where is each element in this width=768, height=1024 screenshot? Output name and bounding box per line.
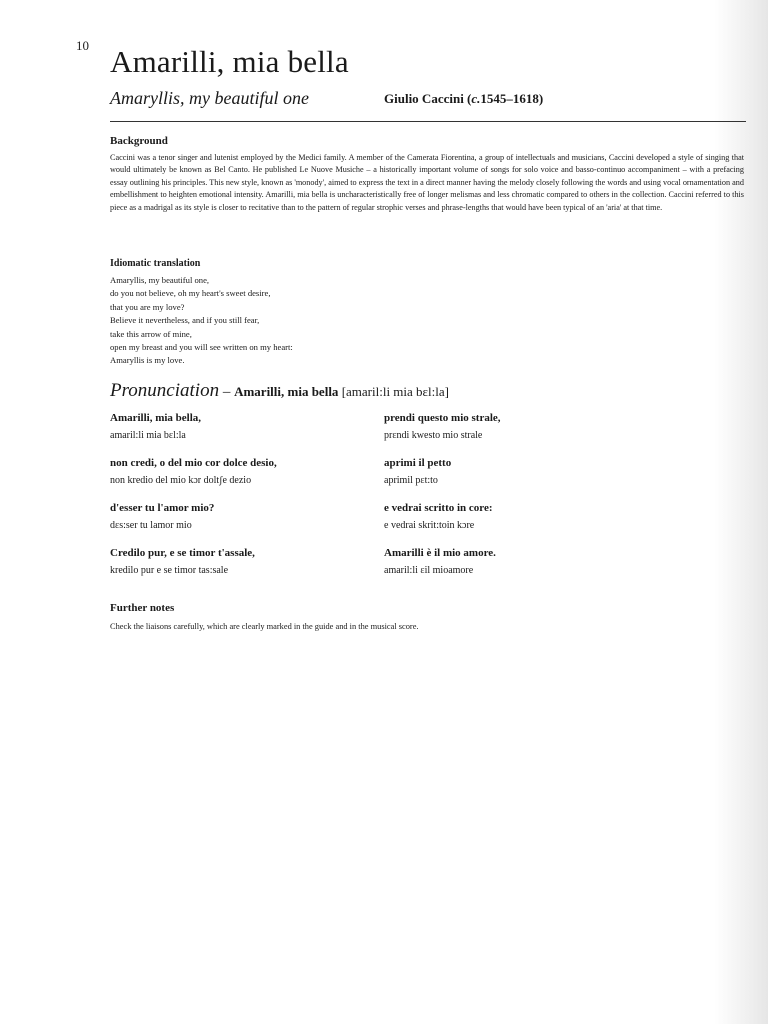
pronunciation-label: Pronunciation — [110, 380, 220, 401]
translation-heading: Idiomatic translation — [110, 258, 201, 269]
translation-lines — [110, 274, 293, 368]
verse — [384, 544, 654, 589]
translation-line: Believe it nevertheless, and if you still fear, — [110, 315, 260, 326]
verse-ipa: non kredio del mio kɔr doltʃe dezio — [110, 475, 252, 486]
translation-line: open my breast and you will see written on my heart: — [110, 342, 293, 353]
pronunciation-song-title: Amarilli, mia bella — [234, 384, 339, 399]
verse-ipa: aprimil pɛt:to — [384, 475, 438, 486]
verse — [384, 454, 654, 499]
background-heading: Background — [110, 135, 168, 147]
composer-dates: 1545–1618) — [480, 91, 544, 106]
title-divider — [110, 121, 746, 122]
verse-text: prendi questo mio strale, — [384, 412, 501, 424]
verse-ipa: dɛs:ser tu lamor mio — [110, 520, 192, 531]
verse — [110, 499, 380, 544]
verse-ipa: amaril:li mia bɛl:la — [110, 430, 186, 441]
verse — [384, 499, 654, 544]
composer-circa: c. — [471, 91, 481, 106]
verse-ipa: prɛndi kwesto mio strale — [384, 430, 483, 441]
verse-ipa: amaril:li ɛil mioamore — [384, 565, 474, 576]
verse-text: Amarilli è il mio amore. — [384, 547, 496, 559]
verse-ipa: e vedrai skrit:toin kɔre — [384, 520, 475, 531]
verse — [384, 409, 654, 454]
song-title: Amarilli, mia bella — [110, 44, 349, 79]
composer-credit — [384, 91, 543, 107]
verse — [110, 409, 380, 454]
pronunciation-left-column — [110, 409, 380, 589]
verse — [110, 544, 380, 589]
verse-ipa: kredilo pur e se timor tas:sale — [110, 565, 229, 576]
verse-text: d'esser tu l'amor mio? — [110, 502, 215, 514]
verse-text: e vedrai scritto in core: — [384, 502, 493, 514]
verse-text: Credilo pur, e se timor t'assale, — [110, 547, 255, 559]
pronunciation-title-ipa: [amaril:li mia bɛl:la] — [338, 384, 449, 399]
composer-name: Giulio Caccini ( — [384, 91, 472, 106]
song-subtitle: Amaryllis, my beautiful one — [110, 88, 309, 108]
verse-text: Amarilli, mia bella, — [110, 412, 202, 424]
translation-line: Amaryllis, my beautiful one, — [110, 275, 210, 285]
further-notes-text: Check the liaisons carefully, which are clearly marked in the guide and in the musical score. — [110, 622, 419, 631]
pronunciation-dash: – — [219, 384, 235, 400]
translation-line: Amaryllis is my love. — [110, 355, 185, 366]
verse-text: non credi, o del mio cor dolce desio, — [110, 457, 277, 469]
page-number: 10 — [76, 38, 89, 53]
verse-text: aprimi il petto — [384, 457, 452, 469]
translation-line: that you are my love? — [110, 301, 185, 312]
verse — [110, 454, 380, 499]
translation-line: do you not believe, oh my heart's sweet desire, — [110, 288, 271, 299]
further-notes-heading: Further notes — [110, 602, 175, 614]
translation-line: take this arrow of mine, — [110, 328, 192, 339]
background-text: Caccini was a tenor singer and lutenist employed by the Medici family. A member of the Camerata Fiorentina, a group of intellectuals and musicians, Caccini developed a style of singing that would ultimately be known as Bel Canto. He published Le Nuove Musiche – a historically important volume of songs for solo voice and basso-continuo accompaniment – with a prefacing essay outlining his principles. This new style, known as 'monody', aimed to express the text in a direct manner having the melody closely following the words and using vocal ornamentation and embellishment to heighten emotional intensity. Amarilli, mia bella is uncharacteristically free of longer melismas and less chromatic compared to others in the collection. Caccini referred to this piece as a madrigal as its style is closer to recitative than to the pattern of regular strophic verses and phrase-lengths that would have been typical of an 'aria' at that time. — [110, 153, 744, 212]
pronunciation-right-column — [384, 409, 654, 589]
pronunciation-heading — [110, 380, 449, 402]
